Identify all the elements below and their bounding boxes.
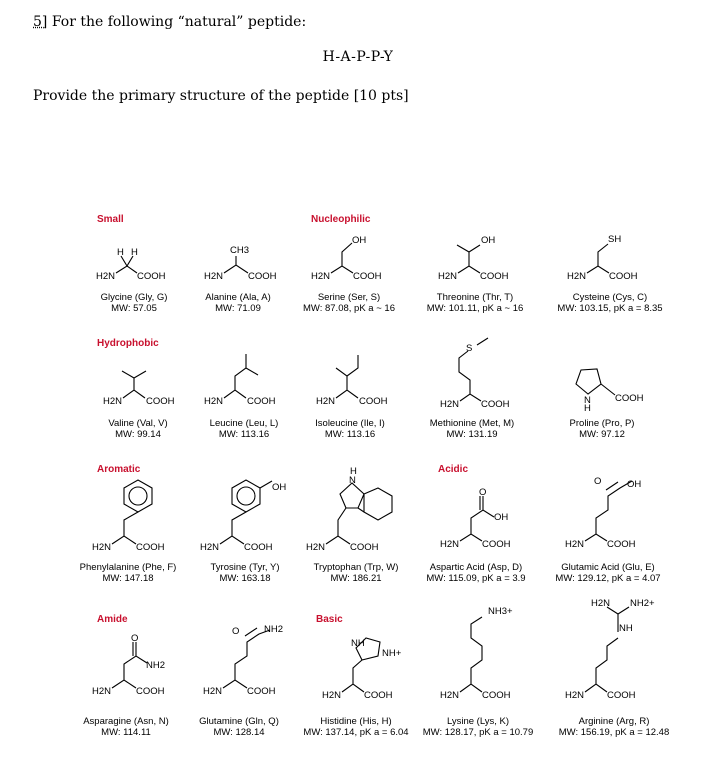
glutamine-structure: [203, 624, 283, 697]
svg-text:NH2+: NH2+: [630, 598, 655, 609]
svg-text:H2N: H2N: [438, 271, 458, 282]
histidine-structure: [322, 638, 402, 701]
proline-name: Proline (Pro, P): [569, 418, 635, 429]
svg-text:H2N: H2N: [200, 542, 220, 553]
svg-text:COOH: COOH: [136, 542, 165, 553]
glutamic-acid-info: MW: 129.12, pK a = 4.07: [555, 573, 661, 584]
serine-name: Serine (Ser, S): [317, 292, 381, 303]
aspartic-acid-name: Aspartic Acid (Asp, D): [429, 562, 523, 573]
tyrosine-info: MW: 163.18: [219, 573, 271, 584]
svg-text:COOH: COOH: [607, 539, 636, 550]
peptide-sequence: H-A-P-P-Y: [322, 49, 394, 65]
glutamine-info: MW: 128.14: [213, 727, 265, 738]
asparagine-name: Asparagine (Asn, N): [83, 716, 169, 727]
alanine-structure: [204, 245, 277, 282]
svg-text:H2N: H2N: [306, 542, 326, 553]
svg-text:COOH: COOH: [615, 393, 644, 404]
phenylalanine-structure: [92, 480, 165, 553]
svg-text:OH: OH: [494, 512, 509, 523]
svg-text:COOH: COOH: [359, 396, 388, 407]
svg-text:H: H: [131, 247, 138, 258]
svg-text:NH+: NH+: [382, 648, 402, 659]
arginine-name: Arginine (Arg, R): [578, 716, 650, 727]
question-number: 5]: [33, 14, 48, 30]
glutamic-acid-structure: [565, 476, 641, 550]
svg-text:H2N: H2N: [322, 690, 342, 701]
svg-text:H2N: H2N: [565, 539, 585, 550]
isoleucine-structure: [316, 355, 388, 407]
svg-text:COOH: COOH: [480, 271, 509, 282]
aspartic-acid-structure: [440, 487, 511, 550]
svg-text:H2N: H2N: [440, 539, 460, 550]
svg-text:COOH: COOH: [364, 690, 393, 701]
histidine-info: MW: 137.14, pK a = 6.04: [303, 727, 409, 738]
svg-text:H2N: H2N: [92, 686, 112, 697]
phenylalanine-info: MW: 147.18: [102, 573, 154, 584]
svg-text:COOH: COOH: [609, 271, 638, 282]
group-label-hydrophobic: Hydrophobic: [97, 338, 159, 349]
tyrosine-structure: [200, 480, 286, 553]
group-label-amide: Amide: [97, 614, 128, 625]
glycine-name: Glycine (Gly, G): [100, 292, 168, 303]
svg-text:H: H: [350, 466, 357, 477]
svg-text:COOH: COOH: [247, 686, 276, 697]
leucine-info: MW: 113.16: [218, 429, 270, 440]
svg-text:O: O: [479, 487, 487, 498]
svg-text:COOH: COOH: [482, 539, 511, 550]
svg-text:H2N: H2N: [96, 271, 116, 282]
svg-text:NH: NH: [351, 638, 365, 649]
svg-text:H2N: H2N: [103, 396, 123, 407]
group-label-small: Small: [97, 214, 124, 225]
svg-text:H2N: H2N: [203, 686, 223, 697]
isoleucine-name: Isoleucine (Ile, I): [315, 418, 385, 429]
threonine-info: MW: 101.11, pK a ~ 16: [426, 303, 524, 314]
tryptophan-structure: [306, 466, 392, 553]
svg-text:H2N: H2N: [316, 396, 336, 407]
leucine-name: Leucine (Leu, L): [209, 418, 279, 429]
asparagine-info: MW: 114.11: [101, 727, 151, 738]
svg-text:H2N: H2N: [311, 271, 331, 282]
svg-text:COOH: COOH: [481, 399, 510, 410]
isoleucine-info: MW: 113.16: [324, 429, 376, 440]
svg-text:N: N: [349, 475, 356, 486]
valine-structure: [103, 371, 175, 407]
svg-text:S: S: [466, 343, 473, 354]
svg-text:H2N: H2N: [591, 598, 611, 609]
svg-text:H2N: H2N: [92, 542, 112, 553]
svg-text:COOH: COOH: [353, 271, 382, 282]
cysteine-structure: [567, 234, 638, 282]
group-label-nucleophilic: Nucleophilic: [311, 214, 371, 225]
lysine-structure: [440, 606, 513, 701]
svg-text:NH: NH: [619, 623, 633, 634]
histidine-name: Histidine (His, H): [320, 716, 392, 727]
serine-structure: [311, 235, 382, 282]
alanine-info: MW: 71.09: [215, 303, 261, 314]
proline-info: MW: 97.12: [579, 429, 625, 440]
group-label-basic: Basic: [316, 614, 343, 625]
svg-text:COOH: COOH: [244, 542, 273, 553]
serine-info: MW: 87.08, pK a ~ 16: [303, 303, 395, 314]
svg-text:O: O: [232, 626, 240, 637]
alanine-name: Alanine (Ala, A): [205, 292, 271, 303]
proline-structure: [576, 369, 644, 414]
glutamine-name: Glutamine (Gln, Q): [199, 716, 279, 727]
svg-text:H: H: [584, 403, 591, 414]
svg-text:N: N: [584, 395, 591, 406]
svg-text:CH3: CH3: [230, 245, 250, 256]
svg-text:H2N: H2N: [565, 690, 585, 701]
svg-text:H2N: H2N: [440, 399, 460, 410]
lysine-info: MW: 128.17, pK a = 10.79: [422, 727, 534, 738]
asparagine-structure: [92, 633, 165, 697]
svg-text:H2N: H2N: [204, 271, 224, 282]
tyrosine-name: Tyrosine (Tyr, Y): [210, 562, 280, 573]
svg-text:OH: OH: [352, 235, 367, 246]
phenylalanine-name: Phenylalanine (Phe, F): [79, 562, 177, 573]
methionine-info: MW: 131.19: [446, 429, 498, 440]
valine-name: Valine (Val, V): [108, 418, 168, 429]
svg-text:OH: OH: [627, 479, 642, 490]
svg-text:COOH: COOH: [247, 396, 276, 407]
svg-text:COOH: COOH: [136, 686, 165, 697]
svg-text:NH2: NH2: [146, 660, 166, 671]
svg-text:COOH: COOH: [137, 271, 166, 282]
svg-text:COOH: COOH: [607, 690, 636, 701]
group-label-acidic: Acidic: [438, 464, 469, 475]
methionine-name: Methionine (Met, M): [429, 418, 515, 429]
svg-text:COOH: COOH: [146, 396, 175, 407]
threonine-name: Threonine (Thr, T): [436, 292, 514, 303]
svg-text:NH2: NH2: [264, 624, 284, 635]
valine-info: MW: 99.14: [115, 429, 161, 440]
arginine-info: MW: 156.19, pK a = 12.48: [558, 727, 670, 738]
svg-text:H: H: [117, 247, 124, 258]
svg-text:COOH: COOH: [350, 542, 379, 553]
threonine-structure: [438, 235, 509, 282]
tryptophan-info: MW: 186.21: [330, 573, 382, 584]
svg-text:COOH: COOH: [248, 271, 277, 282]
svg-text:H2N: H2N: [567, 271, 587, 282]
arginine-structure: [565, 598, 655, 701]
svg-text:COOH: COOH: [482, 690, 511, 701]
svg-text:SH: SH: [608, 234, 622, 245]
question-prompt: For the following “natural” peptide:: [51, 14, 307, 30]
glutamic-acid-name: Glutamic Acid (Glu, E): [561, 562, 655, 573]
svg-text:OH: OH: [272, 482, 287, 493]
svg-text:OH: OH: [481, 235, 496, 246]
svg-text:O: O: [594, 476, 602, 487]
group-label-aromatic: Aromatic: [97, 464, 141, 475]
question-task: Provide the primary structure of the peptide [10 pts]: [33, 88, 409, 104]
cysteine-name: Cysteine (Cys, C): [572, 292, 648, 303]
lysine-name: Lysine (Lys, K): [446, 716, 510, 727]
glycine-info: MW: 57.05: [111, 303, 157, 314]
svg-text:O: O: [131, 633, 139, 644]
cysteine-info: MW: 103.15, pK a = 8.35: [557, 303, 663, 314]
svg-text:H2N: H2N: [440, 690, 460, 701]
svg-text:NH3+: NH3+: [488, 606, 513, 617]
methionine-structure: [440, 338, 510, 410]
glycine-structure: [96, 247, 166, 282]
svg-text:H2N: H2N: [204, 396, 224, 407]
aspartic-acid-info: MW: 115.09, pK a = 3.9: [426, 573, 526, 584]
leucine-structure: [204, 354, 276, 407]
tryptophan-name: Tryptophan (Trp, W): [313, 562, 399, 573]
